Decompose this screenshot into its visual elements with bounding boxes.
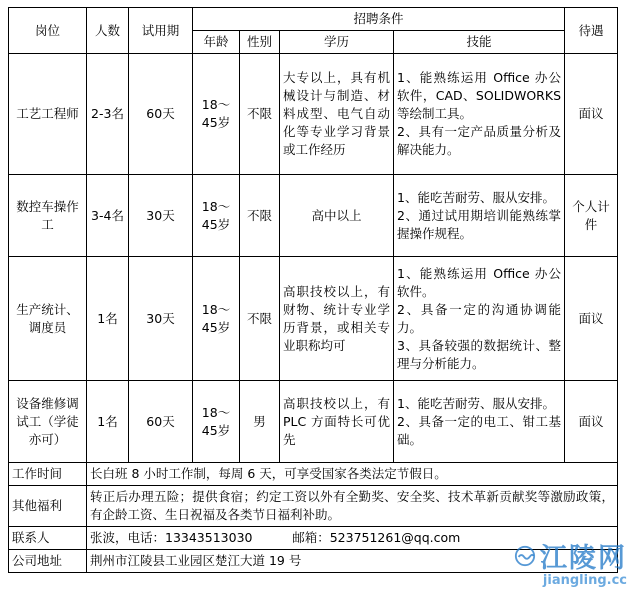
worktime-value: 长白班 8 小时工作制，每周 6 天，可享受国家各类法定节假日。 [87,463,618,486]
table-row-job-2 [9,175,618,257]
address-label: 公司地址 [9,550,87,573]
skill-line: 2、具备一定的沟通协调能力。 [397,301,562,335]
job-benefit: 面议 [565,381,618,463]
skill-line: 1、能吃苦耐劳、服从安排。 [397,189,555,205]
job-count: 1名 [87,381,129,463]
job-education: 高中以上 [280,175,394,257]
job-count: 2-3名 [87,54,129,175]
job-gender: 不限 [240,175,280,257]
address-value: 荆州市江陵县工业园区楚江大道 19 号 [87,550,618,573]
job-probation: 60天 [129,381,193,463]
job-skills [394,54,565,175]
table-row-job-4 [9,381,618,463]
job-position: 生产统计、调度员 [9,257,87,381]
contact-value: 张波，电话：13343513030 邮箱：523751261@qq.com [87,527,618,550]
job-position: 设备维修调试工（学徒亦可） [9,381,87,463]
welfare-row [9,486,618,527]
job-gender: 男 [240,381,280,463]
skill-line: 2、具备一定的电工、钳工基础。 [397,413,562,447]
watermark-main: 江陵网 [540,543,627,574]
skill-line: 1、能熟练运用 Office 办公软件，CAD、SOLIDWORKS 等绘制工具。 [397,70,562,121]
job-benefit: 面议 [565,257,618,381]
job-benefit: 个人计件 [565,175,618,257]
recruitment-table [8,7,618,573]
job-count: 3-4名 [87,175,129,257]
job-age: 18～45岁 [193,54,240,175]
job-probation: 30天 [129,175,193,257]
skill-line: 1、能吃苦耐劳、服从安排。 [397,395,555,411]
job-skills [394,175,565,257]
job-probation: 30天 [129,257,193,381]
job-probation: 60天 [129,54,193,175]
job-gender: 不限 [240,257,280,381]
header-requirements: 招聘条件 [193,8,565,31]
header-age: 年龄 [193,31,240,54]
job-position: 工艺工程师 [9,54,87,175]
header-position: 岗位 [9,8,87,54]
contact-label: 联系人 [9,527,87,550]
skill-line: 2、通过试用期培训能熟练掌握操作规程。 [397,207,562,241]
header-gender: 性别 [240,31,280,54]
job-skills [394,257,565,381]
job-age: 18～45岁 [193,381,240,463]
job-age: 18～45岁 [193,175,240,257]
job-skills [394,381,565,463]
welfare-value: 转正后办理五险；提供食宿；约定工资以外有全勤奖、安全奖、技术革新贡献奖等激励政策，有企龄工资、生日祝福及各类节日福利补助。 [87,486,618,527]
header-probation: 试用期 [129,8,193,54]
job-position: 数控车操作工 [9,175,87,257]
job-education: 高职技校以上，有 PLC 方面特长可优先 [280,381,394,463]
job-gender: 不限 [240,54,280,175]
job-education: 高职技校以上，有财物、统计专业学历背景，或相关专业职称均可 [280,257,394,381]
table-row-job-1 [9,54,618,175]
header-skills: 技能 [394,31,565,54]
skill-line: 3、具备较强的数据统计、整理与分析能力。 [397,337,562,371]
skill-line: 2、具有一定产品质量分析及解决能力。 [397,124,562,157]
job-count: 1名 [87,257,129,381]
job-age: 18～45岁 [193,257,240,381]
job-education: 大专以上，具有机械设计与制造、材料成型、电气自动化等专业学习背景或工作经历 [280,54,394,175]
skill-line: 1、能熟练运用 Office 办公软件。 [397,265,562,299]
header-count: 人数 [87,8,129,54]
worktime-label: 工作时间 [9,463,87,486]
address-row [9,550,618,573]
worktime-row [9,463,618,486]
welfare-label: 其他福利 [9,486,87,527]
header-benefit: 待遇 [565,8,618,54]
watermark-sub: jiangling.cc [542,573,627,588]
table-row-job-3 [9,257,618,381]
header-education: 学历 [280,31,394,54]
job-benefit: 面议 [565,54,618,175]
contact-row [9,527,618,550]
